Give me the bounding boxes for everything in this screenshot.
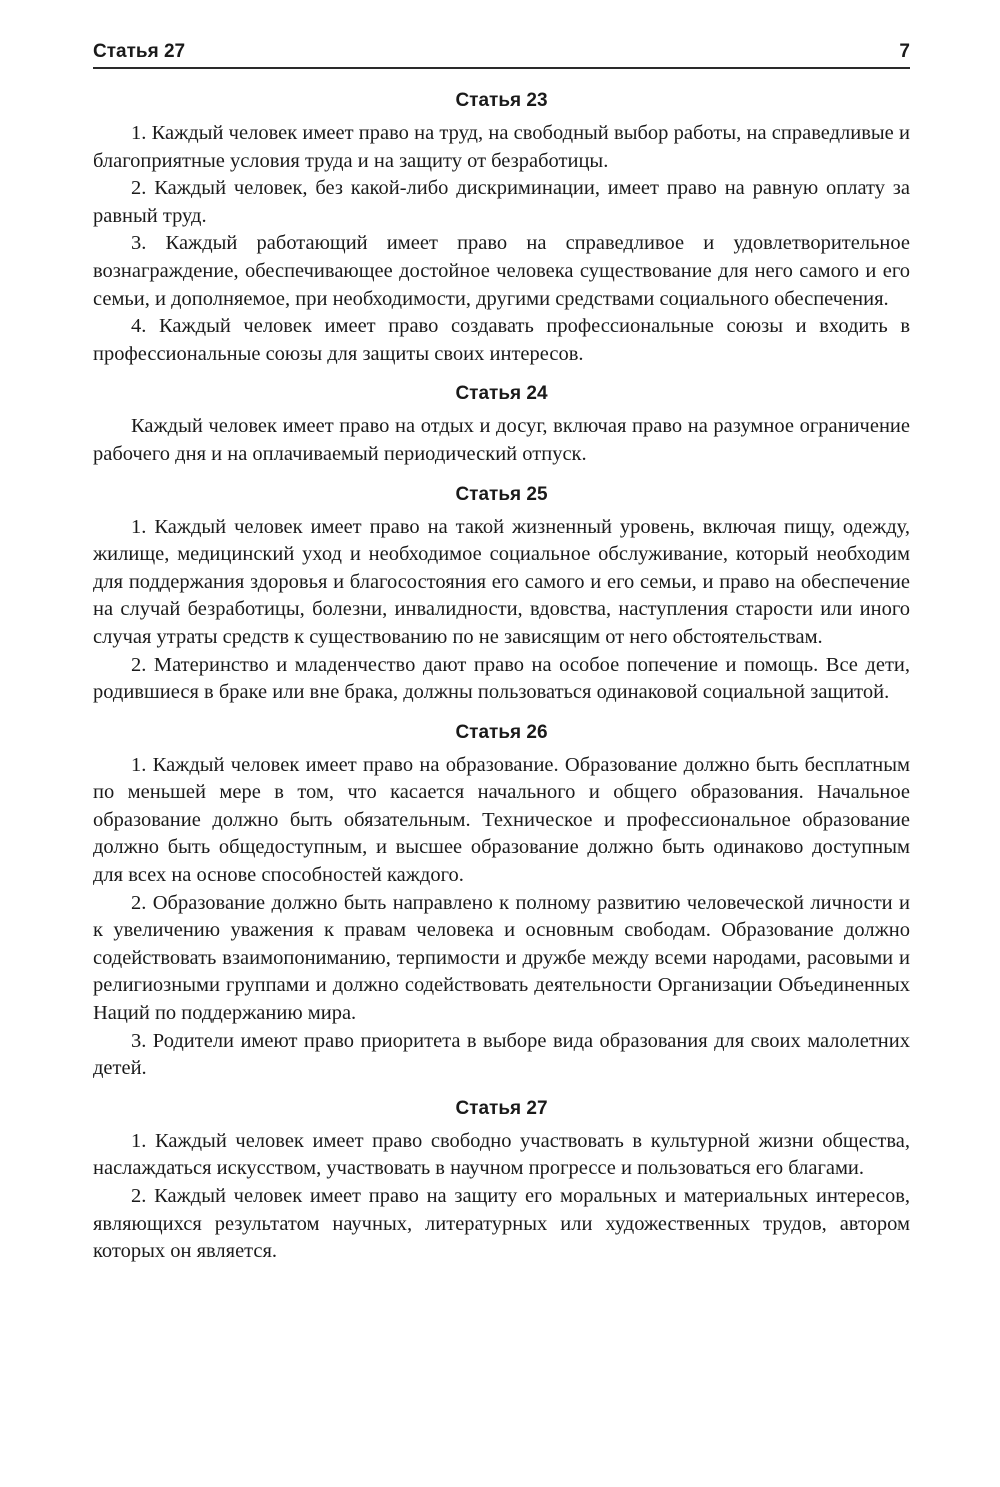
article-paragraph: 3. Каждый работающий имеет право на справедливое и удовлетворительное вознаграждение, обеспечивающее достойное человека существование для него самого и его семьи, и дополняемое, при необходимости, другими средствами социального обеспечения. <box>93 232 910 310</box>
article-paragraph: Каждый человек имеет право на отдых и досуг, включая право на разумное ограничение рабочего дня и на оплачиваемый периодический отпуск. <box>93 415 910 465</box>
article-paragraph: 4. Каждый человек имеет право создавать профессиональные союзы и входить в профессиональные союзы для защиты своих интересов. <box>93 315 910 365</box>
article-23 <box>93 89 910 368</box>
article-27 <box>93 1097 910 1266</box>
book-page <box>93 40 910 1266</box>
article-paragraph: 1. Каждый человек имеет право на такой жизненный уровень, включая пищу, одежду, жилище, медицинский уход и необходимое социальное обслуживание, который необходим для поддержания здоровья и благосостояния его самого и его семьи, и право на обеспечение на случай безработицы, болезни, инвалидности, вдовства, наступления старости или иного случая утраты средств к существованию по не зависящим от него обстоятельствам. <box>93 515 910 648</box>
article-paragraph: 2. Каждый человек имеет право на защиту его моральных и материальных интересов, являющихся результатом научных, литературных или художественных трудов, автором которых он является. <box>93 1185 910 1263</box>
article-paragraph: 3. Родители имеют право приоритета в выборе вида образования для своих малолетних детей. <box>93 1029 910 1080</box>
article-paragraph: 1. Каждый человек имеет право на образование. Образование должно быть бесплатным по меньшей мере в том, что касается начального и общего образования. Начальное образование должно быть обязательным. Техническое и профессиональное образование должно быть общедоступным, и высшее образование должно быть одинаково доступным для всех на основе способностей каждого. <box>93 753 910 887</box>
article-title: Статья 26 <box>455 721 548 743</box>
article-title: Статья 24 <box>455 383 548 405</box>
article-title: Статья 23 <box>455 90 548 111</box>
article-title: Статья 25 <box>455 483 548 505</box>
article-24 <box>93 382 910 468</box>
running-title: Статья 27 <box>93 41 186 62</box>
article-paragraph: 1. Каждый человек имеет право на труд, на свободный выбор работы, на справедливые и благоприятные условия труда и на защиту от безработицы. <box>93 122 910 172</box>
article-26 <box>93 721 910 1083</box>
article-paragraph: 2. Материнство и младенчество дают право на особое попечение и помощь. Все дети, родившиеся в браке или вне брака, должны пользоваться одинаковой социальной защитой. <box>93 653 910 704</box>
article-paragraph: 2. Каждый человек, без какой-либо дискриминации, имеет право на равную оплату за равный труд. <box>93 177 910 227</box>
article-paragraph: 1. Каждый человек имеет право свободно участвовать в культурной жизни общества, наслаждаться искусством, участвовать в научном прогрессе и пользоваться его благами. <box>93 1129 910 1180</box>
running-head <box>93 40 910 69</box>
page-number: 7 <box>899 41 910 62</box>
article-25 <box>93 483 910 707</box>
article-paragraph: 2. Образование должно быть направлено к полному развитию человеческой личности и к увеличению уважения к правам человека и основным свободам. Образование должно содействовать взаимопониманию, терпимости и дружбе между всеми народами, расовыми и религиозными группами и должно содействовать деятельности Организации Объединенных Наций по поддержанию мира. <box>93 891 910 1025</box>
article-title: Статья 27 <box>455 1097 548 1119</box>
